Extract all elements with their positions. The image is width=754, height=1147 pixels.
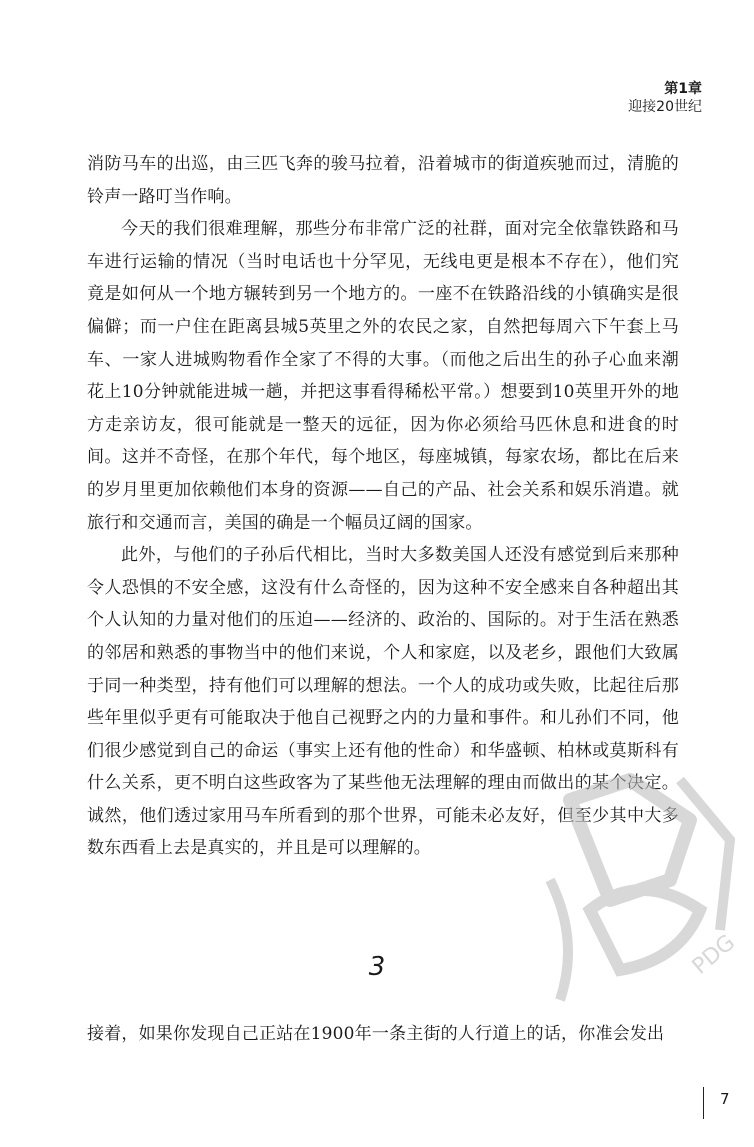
section-number: 3 (368, 952, 386, 982)
page-number-rule (703, 1087, 704, 1119)
paragraph: 接着，如果你发现自己正站在1900年一条主街的人行道上的话，你准会发出 (87, 1024, 665, 1044)
seal-stroke (570, 780, 690, 900)
library-seal-watermark (530, 760, 754, 1020)
body-text-section-1 (87, 148, 679, 865)
paragraph: 此外，与他们的子孙后代相比，当时大多数美国人还没有感觉到后来那种令人恐惧的不安全感，这没有什么奇怪的，因为这种不安全感来自各种超出其个人认知的力量对他们的压迫——经济的、政治的、国际的。对于生活在熟悉的邻居和熟悉的事物当中的他们来说，个人和家庭，以及老乡，跟他们大致属于同一种类型，持有他们可以理解的想法。一个人的成功或失败，比起往后那些年里似乎更有可能取决于他自己视野之内的力量和事件。和儿孙们不同，他们很少感觉到自己的命运（事实上还有他的性命）和华盛顿、柏林或莫斯科有什么关系，更不明白这些政客为了某些他无法理解的理由而做出的某个决定。诚然，他们透过家用马车所看到的那个世界，可能未必友好，但至少其中大多数东西看上去是真实的，并且是可以理解的。 (87, 545, 679, 859)
paragraph: 今天的我们很难理解，那些分布非常广泛的社群，面对完全依靠铁路和马车进行运输的情况（当时电话也十分罕见，无线电更是根本不存在），他们究竟是如何从一个地方辗转到另一个地方的。一座不在铁路沿线的小镇确实是很偏僻；而一户住在距离县城5英里之外的农民之家，自然把每周六下午套上马车、一家人进城购物看作全家了不得的大事。（而他之后出生的孙子心血来潮花上10分钟就能进城一趟，并把这事看得稀松平常。）想要到10英里开外的地方走亲访友，很可能就是一整天的远征，因为你必须给马匹休息和进食的时间。这并不奇怪，在那个年代，每个地区，每座城镇，每家农场，都比在后来的岁月里更加依赖他们本身的资源——自己的产品、社会关系和娱乐消遣。就旅行和交通而言，美国的确是一个幅员辽阔的国家。 (87, 219, 679, 533)
body-text-section-2 (87, 1018, 687, 1050)
paragraph: 消防马车的出巡，由三匹飞奔的骏马拉着，沿着城市的街道疾驰而过，清脆的铃声一路叮当作响。 (87, 154, 679, 207)
chapter-title: 迎接20世纪 (628, 99, 702, 115)
seal-label: PDG (687, 930, 741, 980)
seal-stroke (550, 880, 568, 1000)
chapter-number: 第1章 (664, 81, 702, 97)
seal-stroke (590, 890, 700, 970)
running-header (628, 80, 702, 116)
page-number: 7 (720, 1090, 730, 1108)
